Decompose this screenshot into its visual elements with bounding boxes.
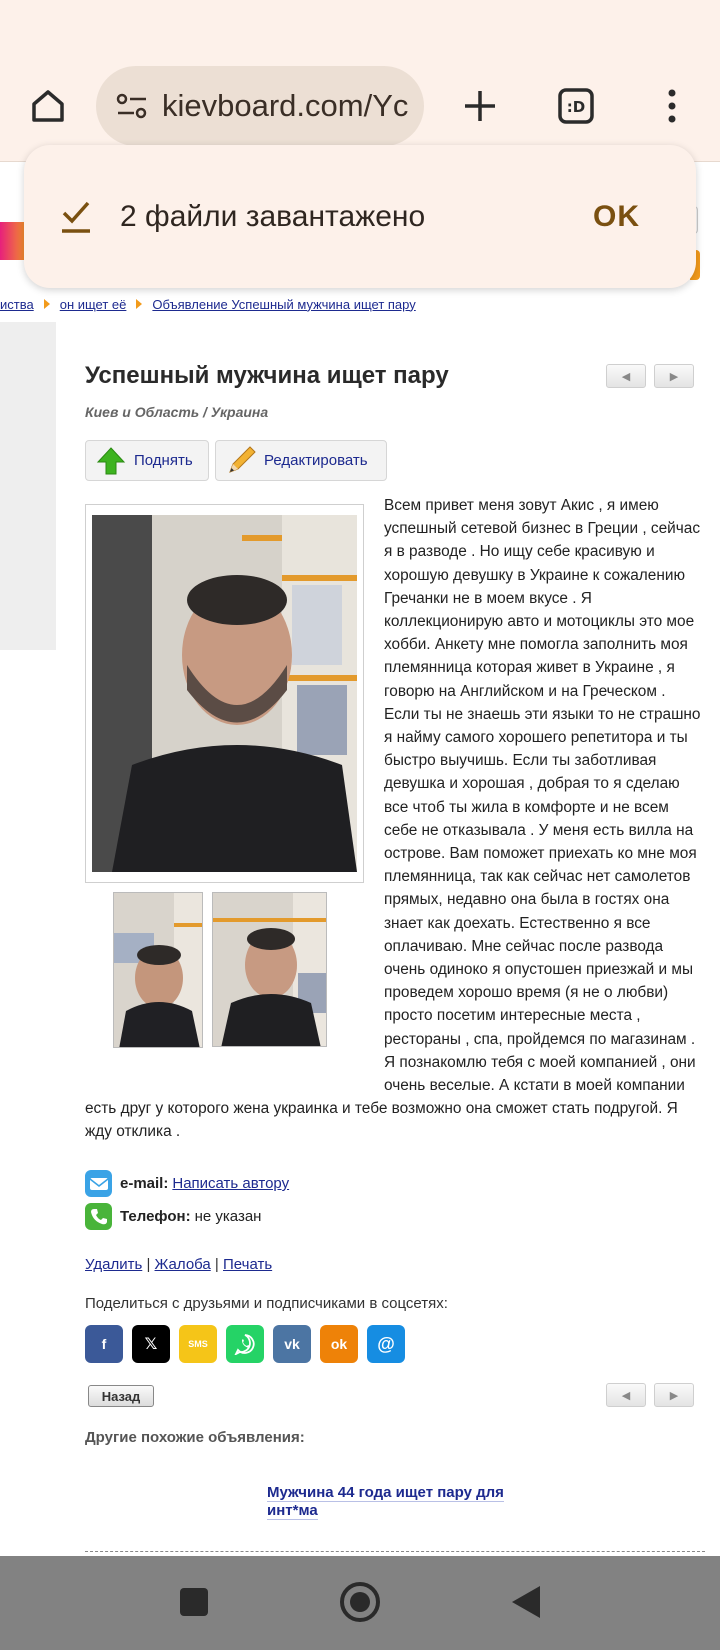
share-ok-button[interactable]: ok	[320, 1325, 358, 1363]
breadcrumb-item[interactable]: он ищет её	[59, 296, 127, 312]
delete-link[interactable]: Удалить	[85, 1256, 143, 1273]
prev-ad-button[interactable]: ◀	[606, 364, 646, 388]
edit-label: Редактировать	[264, 452, 368, 469]
next-ad-button[interactable]: ▶	[654, 364, 694, 388]
write-author-link[interactable]: Написать автору	[172, 1175, 290, 1192]
next-ad-button[interactable]: ▶	[654, 1383, 694, 1407]
download-done-icon	[54, 195, 98, 239]
phone-icon	[85, 1203, 112, 1230]
similar-ads-title: Другие похожие объявления:	[85, 1429, 305, 1446]
share-mail-button[interactable]: @	[367, 1325, 405, 1363]
back-button[interactable]: Назад	[88, 1385, 154, 1407]
toast-message: 2 файли завантажено	[120, 199, 426, 233]
phone-row	[85, 1203, 261, 1230]
print-link[interactable]: Печать	[223, 1256, 273, 1273]
toast-ok-button[interactable]: OK	[593, 199, 640, 233]
similar-ad-link[interactable]	[267, 1484, 517, 1520]
email-icon	[85, 1170, 112, 1197]
browser-toolbar	[0, 0, 720, 162]
phone-value: не указан	[194, 1208, 262, 1225]
ad-nav-arrows-top	[606, 364, 694, 388]
share-whatsapp-button[interactable]	[226, 1325, 264, 1363]
share-text: Поделиться с друзьями и подписчиками в соцсетях:	[85, 1295, 448, 1312]
share-facebook-button[interactable]: f	[85, 1325, 123, 1363]
download-toast	[24, 145, 696, 288]
ad-nav-arrows-bottom	[606, 1383, 694, 1407]
phone-label: Телефон:	[120, 1208, 191, 1225]
edit-button[interactable]	[215, 440, 387, 481]
breadcrumb-item[interactable]: Объявление Успешный мужчина ищет пару	[152, 296, 416, 312]
ad-description: Всем привет меня зовут Акис , я имею успешный сетевой бизнес в Греции , сейчас я в разводе . Но ищу себе красивую и хорошую девушку в Украине к сожалению Гречанки не в моем вкусе . Я коллекционирую авто и мотоциклы это мое хобби. Анкету мне помогла заполнить моя племянница которая живет в Украине , я говорю на Английском и на Греческом . Если ты не знаешь эти языки то не страшно я найму самого хорошего репетитора и ты быстро выучишь. Если ты заботливая девушка и хорошая , добрая то я сделаю все чтоб ты жила в комфорте и не всем себе не отказывала . У меня есть вилла на острове. Вам поможет приехать ко мне моя племянница, так как сейчас нет самолетов прямых, недавно она была в гостях она знает как доехать. Естественно я все оплачиваю. Мне сейчас после развода очень одиноко я опустошен приезжай и мы проведем хорошо время (я не о любви) просто посетим интересные места , рестораны , спа, пройдемся по магазинам . Я познакомлю тебя с моей компанией , они очень веселые. А кстати в моей компании есть друг у которого жена украинка и тебе возможно она сможет стать подругой. Я жду отклика .	[85, 497, 701, 1141]
raise-label: Поднять	[134, 452, 193, 469]
email-row	[85, 1170, 289, 1197]
tab-switcher-icon[interactable]	[548, 78, 604, 134]
breadcrumb-item[interactable]: иства	[0, 296, 34, 312]
similar-ad-link-text: Мужчина 44 года ищет пару для инт*ма	[267, 1484, 504, 1519]
complaint-link[interactable]: Жалоба	[154, 1256, 211, 1273]
home-icon[interactable]	[20, 78, 76, 134]
ad-location: Киев и Область / Украина	[85, 404, 269, 420]
share-vk-button[interactable]: vk	[273, 1325, 311, 1363]
system-nav-bar	[0, 1556, 720, 1650]
svg-text::D: :D	[566, 98, 586, 116]
share-sms-button[interactable]: SMS	[179, 1325, 217, 1363]
ad-description-block	[85, 494, 705, 1144]
raise-button[interactable]	[85, 440, 209, 481]
breadcrumb-arrow-icon	[136, 299, 142, 309]
prev-ad-button[interactable]: ◀	[606, 1383, 646, 1407]
url-text: kievboard.com/Yc	[162, 88, 409, 123]
address-bar[interactable]	[96, 66, 424, 146]
email-label: e-mail:	[120, 1175, 169, 1192]
up-arrow-icon	[94, 444, 128, 478]
breadcrumb-arrow-icon	[44, 299, 50, 309]
whatsapp-icon	[234, 1333, 256, 1355]
photo-spacer	[85, 494, 384, 1087]
new-tab-icon[interactable]	[452, 78, 508, 134]
sidebar	[0, 322, 56, 650]
home-nav-icon[interactable]	[334, 1576, 386, 1628]
ad-actions-links	[85, 1256, 272, 1273]
divider	[85, 1551, 705, 1552]
ad-title: Успешный мужчина ищет пару	[85, 362, 449, 389]
share-x-button[interactable]: 𝕏	[132, 1325, 170, 1363]
separator: |	[214, 1256, 219, 1273]
site-settings-icon[interactable]	[114, 88, 150, 124]
breadcrumb	[0, 294, 720, 314]
recents-icon[interactable]	[168, 1576, 220, 1628]
more-menu-icon[interactable]	[644, 78, 700, 134]
pencil-icon	[224, 444, 258, 478]
separator: |	[146, 1256, 151, 1273]
share-buttons	[85, 1325, 405, 1363]
back-nav-icon[interactable]	[500, 1576, 552, 1628]
